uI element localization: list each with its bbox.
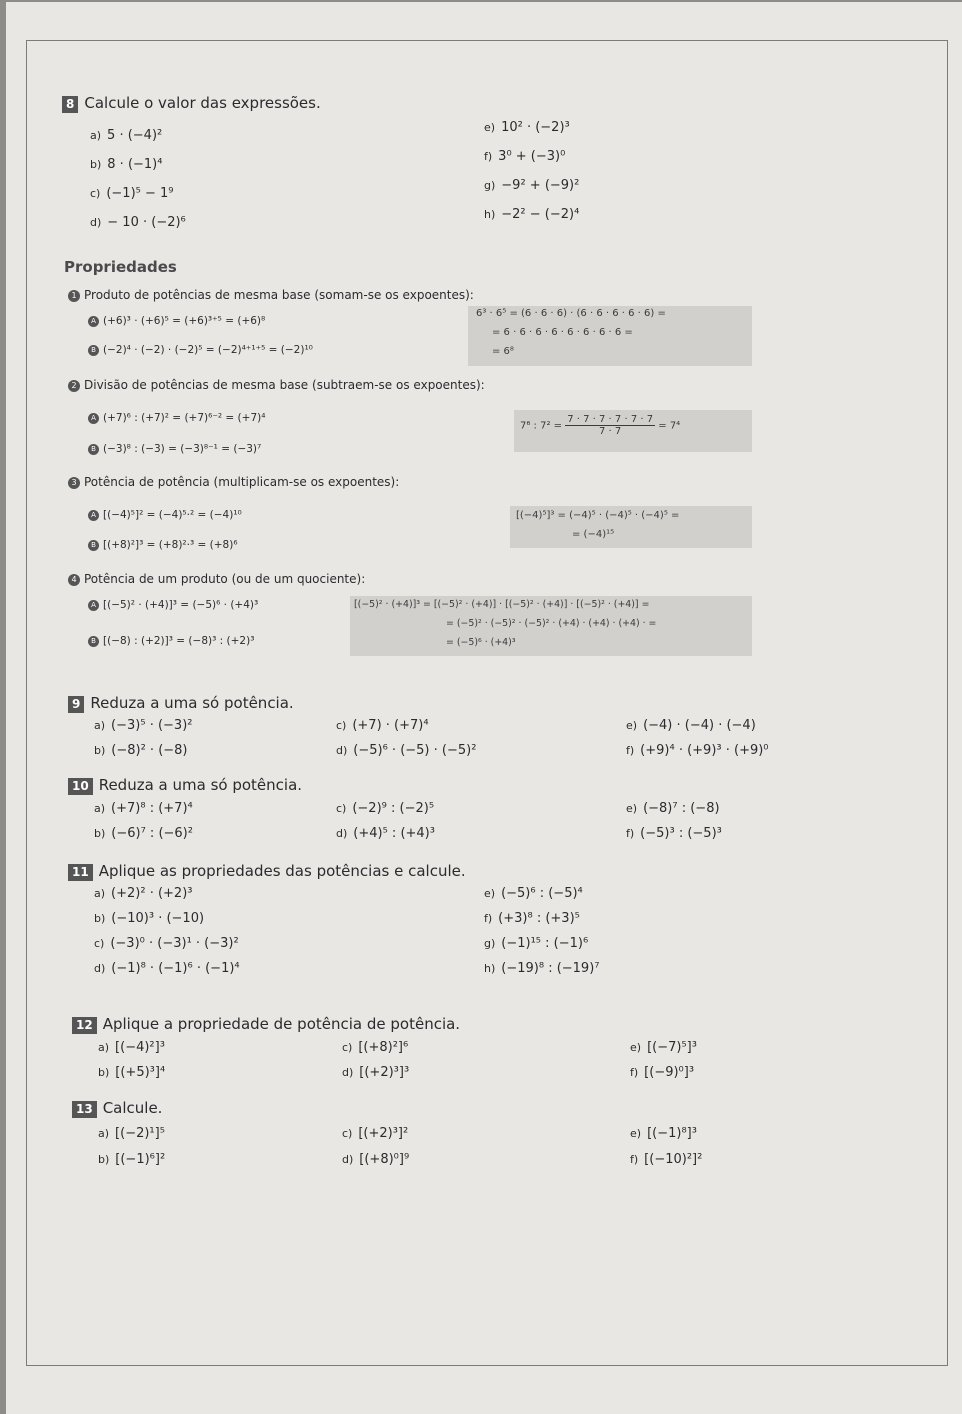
exercise-11c: c) (−3)⁰ · (−3)¹ · (−3)² [94, 936, 239, 951]
exercise-11-title: Aplique as propriedades das potências e calcule. [98, 862, 466, 880]
exercise-13f: f) [(−10)²]² [630, 1152, 703, 1167]
property-2-example-a: A (+7)⁶ : (+7)² = (+7)⁶⁻² = (+7)⁴ [88, 412, 265, 424]
exercise-11h: h) (−19)⁸ : (−19)⁷ [484, 961, 600, 976]
exercise-12d: d) [(+2)³]³ [342, 1065, 410, 1080]
exercise-10a: a) (+7)⁸ : (+7)⁴ [94, 801, 193, 816]
property-3-example-a: A [(−4)⁵]² = (−4)⁵·² = (−4)¹⁰ [88, 509, 242, 521]
exercise-8f: f) 3⁰ + (−3)⁰ [484, 149, 566, 164]
property-1-number: 1 [68, 290, 80, 302]
exercise-10d: d) (+4)⁵ : (+4)³ [336, 826, 435, 841]
exercise-10e: e) (−8)⁷ : (−8) [626, 801, 720, 816]
exercise-9-badge: 9 [68, 696, 84, 713]
property-4-number: 4 [68, 574, 80, 586]
exercise-9-heading [68, 694, 294, 713]
property-2-number: 2 [68, 380, 80, 392]
property-4-box-line-3: = (−5)⁶ · (+4)³ [446, 637, 516, 648]
exercise-11-heading [68, 862, 466, 881]
exercise-11e: e) (−5)⁶ : (−5)⁴ [484, 886, 583, 901]
exercise-8c: c) (−1)⁵ − 1⁹ [90, 186, 174, 201]
exercise-12f: f) [(−9)⁰]³ [630, 1065, 695, 1080]
exercise-13a: a) [(−2)¹]⁵ [98, 1126, 165, 1141]
property-2-box-content: 7⁶ : 7² = $\frac{7 \cdot 7 \cdot 7 \cdot 7 \cdot 7 \cdot 7}{7 \cdot 7}$ = 7⁴ [520, 414, 681, 437]
exercise-8-badge: 8 [62, 96, 78, 113]
exercise-12-heading [72, 1015, 460, 1034]
exercise-8e: e) 10² · (−2)³ [484, 120, 570, 135]
property-1-title: 1 Produto de potências de mesma base (somam-se os expoentes): [68, 288, 474, 302]
exercise-13-title: Calcule. [102, 1099, 163, 1117]
property-3-box-line-1: [(−4)⁵]³ = (−4)⁵ · (−4)⁵ · (−4)⁵ = [516, 510, 680, 521]
property-1-example-a: A (+6)³ · (+6)⁵ = (+6)³⁺⁵ = (+6)⁸ [88, 315, 265, 327]
worksheet-page [6, 2, 962, 1414]
exercise-8-heading [62, 94, 321, 113]
property-4-box-line-2: = (−5)² · (−5)² · (−5)² · (+4) · (+4) · (+4) · = [446, 618, 657, 629]
exercise-12b: b) [(+5)³]⁴ [98, 1065, 166, 1080]
properties-heading: Propriedades [64, 258, 177, 276]
exercise-12c: c) [(+8)²]⁶ [342, 1040, 409, 1055]
exercise-10-heading [68, 776, 302, 795]
exercise-9b: b) (−8)² · (−8) [94, 743, 188, 758]
property-4-title: 4 Potência de um produto (ou de um quociente): [68, 572, 365, 586]
exercise-11b: b) (−10)³ · (−10) [94, 911, 205, 926]
exercise-10-title: Reduza a uma só potência. [98, 776, 303, 794]
property-1-example-b: B (−2)⁴ · (−2) · (−2)⁵ = (−2)⁴⁺¹⁺⁵ = (−2)¹⁰ [88, 344, 313, 356]
exercise-13-badge: 13 [72, 1101, 97, 1118]
exercise-10f: f) (−5)³ : (−5)³ [626, 826, 722, 841]
exercise-10b: b) (−6)⁷ : (−6)² [94, 826, 193, 841]
exercise-12e: e) [(−7)⁵]³ [630, 1040, 697, 1055]
property-1-box-line-1: 6³ · 6⁵ = (6 · 6 · 6) · (6 · 6 · 6 · 6 · 6) = [476, 308, 666, 319]
exercise-12-title: Aplique a propriedade de potência de potência. [102, 1015, 461, 1033]
property-4-example-a: A [(−5)² · (+4)]³ = (−5)⁶ · (+4)³ [88, 599, 258, 611]
property-2-title: 2 Divisão de potências de mesma base (subtraem-se os expoentes): [68, 378, 485, 392]
exercise-10c: c) (−2)⁹ : (−2)⁵ [336, 801, 435, 816]
property-3-example-b: B [(+8)²]³ = (+8)²·³ = (+8)⁶ [88, 539, 238, 551]
property-4-example-b: B [(−8) : (+2)]³ = (−8)³ : (+2)³ [88, 635, 254, 647]
exercise-12-badge: 12 [72, 1017, 97, 1034]
exercise-11f: f) (+3)⁸ : (+3)⁵ [484, 911, 580, 926]
exercise-13c: c) [(+2)³]² [342, 1126, 409, 1141]
exercise-12a: a) [(−4)²]³ [98, 1040, 165, 1055]
property-3-box-line-2: = (−4)¹⁵ [572, 529, 615, 540]
exercise-8-title: Calcule o valor das expressões. [84, 94, 321, 112]
exercise-13e: e) [(−1)⁸]³ [630, 1126, 697, 1141]
exercise-13-heading [72, 1099, 162, 1118]
exercise-11a: a) (+2)² · (+2)³ [94, 886, 193, 901]
exercise-9a: a) (−3)⁵ · (−3)² [94, 718, 193, 733]
exercise-8g: g) −9² + (−9)² [484, 178, 580, 193]
exercise-9c: c) (+7) · (+7)⁴ [336, 718, 429, 733]
exercise-9e: e) (−4) · (−4) · (−4) [626, 718, 756, 733]
exercise-10-badge: 10 [68, 778, 93, 795]
exercise-13d: d) [(+8)⁰]⁹ [342, 1152, 410, 1167]
exercise-9d: d) (−5)⁶ · (−5) · (−5)² [336, 743, 477, 758]
exercise-8b: b) 8 · (−1)⁴ [90, 157, 163, 172]
exercise-11g: g) (−1)¹⁵ : (−1)⁶ [484, 936, 589, 951]
exercise-8d: d) − 10 · (−2)⁶ [90, 215, 186, 230]
exercise-9f: f) (+9)⁴ · (+9)³ · (+9)⁰ [626, 743, 769, 758]
exercise-9-title: Reduza a uma só potência. [90, 694, 294, 712]
property-2-example-b: B (−3)⁸ : (−3) = (−3)⁸⁻¹ = (−3)⁷ [88, 443, 261, 455]
exercise-13b: b) [(−1)⁶]² [98, 1152, 166, 1167]
property-1-box-line-2: = 6 · 6 · 6 · 6 · 6 · 6 · 6 · 6 = [492, 327, 633, 338]
property-4-box-line-1: [(−5)² · (+4)]³ = [(−5)² · (+4)] · [(−5)² · (+4)] · [(−5)² · (+4)] = [354, 599, 650, 610]
exercise-11-badge: 11 [68, 864, 93, 881]
property-3-number: 3 [68, 477, 80, 489]
property-2-fraction: $\frac{7 \cdot 7 \cdot 7 \cdot 7 \cdot 7 \cdot 7}{7 \cdot 7}$ [567, 414, 654, 437]
exercise-11d: d) (−1)⁸ · (−1)⁶ · (−1)⁴ [94, 961, 240, 976]
property-3-title: 3 Potência de potência (multiplicam-se os expoentes): [68, 475, 399, 489]
property-1-box-line-3: = 6⁸ [492, 346, 514, 357]
exercise-8a: a) 5 · (−4)² [90, 128, 163, 143]
exercise-8h: h) −2² − (−2)⁴ [484, 207, 580, 222]
